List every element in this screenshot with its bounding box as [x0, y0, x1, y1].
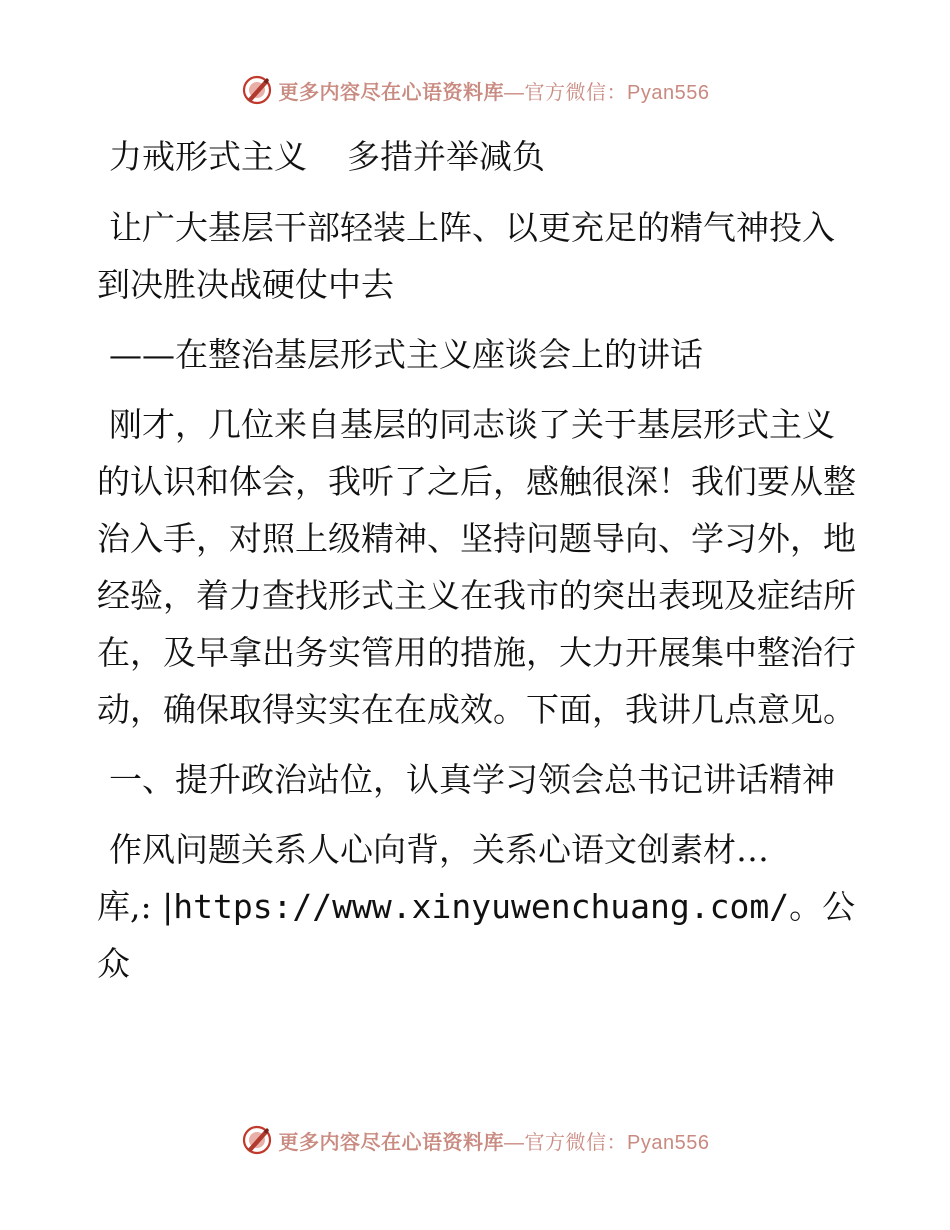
title-part-2: 多措并举减负: [347, 137, 545, 176]
pen-logo-icon: [241, 1124, 273, 1156]
document-byline: [97, 326, 857, 383]
document-body: [97, 128, 857, 1005]
watermark-sub: —官方微信：Pyan556: [504, 1131, 710, 1154]
source-url-link[interactable]: https://www.xinyuwenchuang.com/: [173, 887, 790, 926]
section-heading-1: [97, 751, 857, 808]
byline-text: ——在整治基层形式主义座谈会上的讲话: [109, 335, 703, 374]
paragraph-2-line-2-suffix: 。公众: [97, 887, 856, 983]
document-title: [97, 128, 857, 185]
watermark-main: 更多内容尽在心语资料库: [278, 81, 505, 104]
section-heading-1-text: 一、提升政治站位，认真学习领会总书记讲话精神: [109, 760, 835, 799]
paragraph-1: [97, 396, 857, 738]
watermark-sub: —官方微信：Pyan556: [504, 81, 710, 104]
document-subtitle: [97, 199, 857, 313]
watermark-main: 更多内容尽在心语资料库: [278, 1131, 505, 1154]
subtitle-text: 让广大基层干部轻装上阵、以更充足的精气神投入到决胜决战硬仗中去: [97, 208, 835, 304]
footer-watermark-banner: [0, 1120, 950, 1160]
watermark-text: [279, 76, 710, 105]
header-watermark-banner: [0, 70, 950, 110]
paragraph-2-continued: [97, 878, 857, 992]
paragraph-2-line-1: 作风问题关系人心向背，关系心语文创素材…: [109, 830, 769, 869]
title-part-1: 力戒形式主义: [109, 137, 307, 176]
pen-logo-icon: [241, 74, 273, 106]
paragraph-2-line-2-prefix: 库,: |: [97, 887, 174, 926]
watermark-text: [279, 1126, 710, 1155]
paragraph-1-text: 刚才，几位来自基层的同志谈了关于基层形式主义的认识和体会，我听了之后，感触很深！我们要从整治入手，对照上级精神、坚持问题导向、学习外，地经验，着力查找形式主义在我市的突出表现及症结所在，及早拿出务实管用的措施，大力开展集中整治行动，确保取得实实在在成效。下面，我讲几点意见。: [97, 405, 856, 729]
paragraph-2: [97, 821, 857, 878]
